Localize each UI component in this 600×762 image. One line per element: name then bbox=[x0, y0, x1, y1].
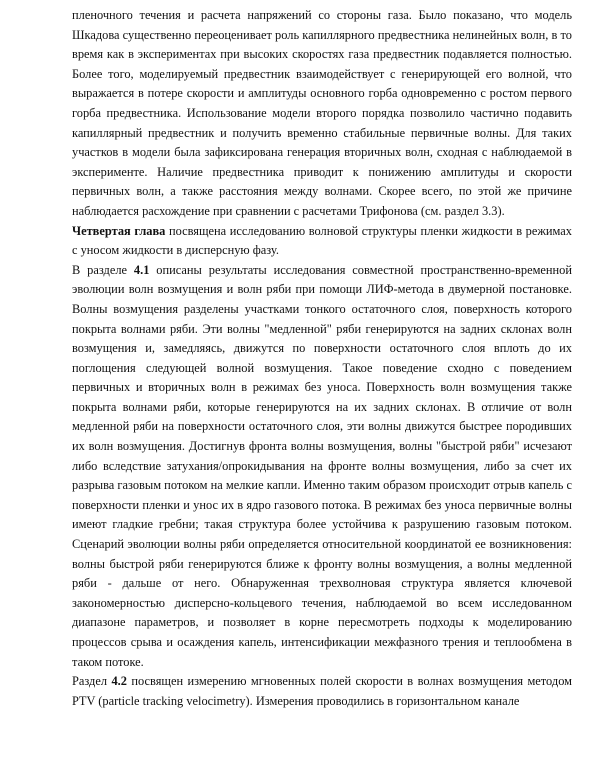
paragraph-prefix: В разделе bbox=[72, 262, 134, 277]
document-page bbox=[72, 6, 572, 711]
chapter-four-heading: Четвертая глава bbox=[72, 223, 166, 238]
paragraph-film-flow-model bbox=[72, 6, 572, 222]
paragraph-chapter-four-intro bbox=[72, 222, 572, 261]
section-number-4-1: 4.1 bbox=[133, 262, 150, 277]
paragraph-text: описаны результаты исследования совместной пространственно-временной эволюции волн возмущения и волн ряби при помощи ЛИФ-метода в двумерной постановке. Волны возмущения разделены участками тонкого остаточного слоя, поверхность которого покрыта волнами ряби. Эти волны "медленной" ряби генерируются на задних склонах волн возмущения и, замедляясь, движутся по поверхности остаточного слоя вплоть до их поглощения следующей волной возмущения. Такое поведение сходно с поведением первичных и вторичных волн в режимах без уноса. Поверхность волн возмущения также покрыта волнами ряби, которые генерируются на их задних склонах. В отличие от волн медленной ряби на поверхности остаточного слоя, эти волны движутся быстрее породивших их волн возмущения. Достигнув фронта волны возмущения, волны "быстрой ряби" исчезают либо вследствие затухания/опрокидывания на фронте волны возмущения, либо за счет их разрыва газовым потоком на мелкие капли. Именно таким образом происходит отрыв капель с поверхности пленки и унос их в ядро газового потока. В режимах без уноса первичные волны имеют гладкие гребни; такая структура более устойчива к разрушению газовым потоком. Сценарий эволюции волны ряби определяется относительной координатой ее возникновения: волны быстрой ряби генерируются ближе к фронту волны возмущения, а волны медленной ряби - дальше от него. Обнаруженная трехволновая структура является ключевой закономерностью дисперсно-кольцевого течения, наблюдаемой во всем исследованном диапазоне параметров, и позволяет в корне пересмотреть подходы к моделированию процессов срыва и осаждения капель, интенсификации межфазного трения и теплообмена в таком потоке. bbox=[72, 262, 573, 669]
section-number-4-2: 4.2 bbox=[111, 674, 127, 689]
paragraph-text: посвящена исследованию волновой структуры пленки жидкости в режимах с уносом жидкости в дисперсную фазу. bbox=[72, 223, 572, 258]
paragraph-prefix: Раздел bbox=[72, 674, 112, 689]
paragraph-text: пленочного течения и расчета напряжений со стороны газа. Было показано, что модель Шкадова существенно переоценивает роль капиллярного предвестника нелинейных волн, в то время как в экспериментах при высоких скоростях газа предвестник подавляется полностью. Более того, моделируемый предвестник взаимодействует с генерирующей его волной, что выражается в потере скорости и амплитуды основного горба одновременно с ростом первого горба предвестника. Использование модели второго порядка позволило частично подавить капиллярный предвестник и получить временно стабильные первичные волны. Для таких участков в модели была зафиксирована генерация вторичных волн, сходная с наблюдаемой в эксперименте. Наличие предвестника приводит к понижению амплитуды и скорости первичных волн, а также расстояния между волнами. Скорее всего, по этой же причине наблюдается расхождение при сравнении с расчетами Трифонова (см. раздел 3.3). bbox=[72, 8, 572, 218]
paragraph-section-4-2 bbox=[72, 672, 572, 711]
paragraph-section-4-1 bbox=[72, 261, 572, 672]
paragraph-text: посвящен измерению мгновенных полей скорости в волнах возмущения методом PTV (particle tracking velocimetry). Измерения проводились в горизонтальном канале bbox=[72, 674, 572, 708]
